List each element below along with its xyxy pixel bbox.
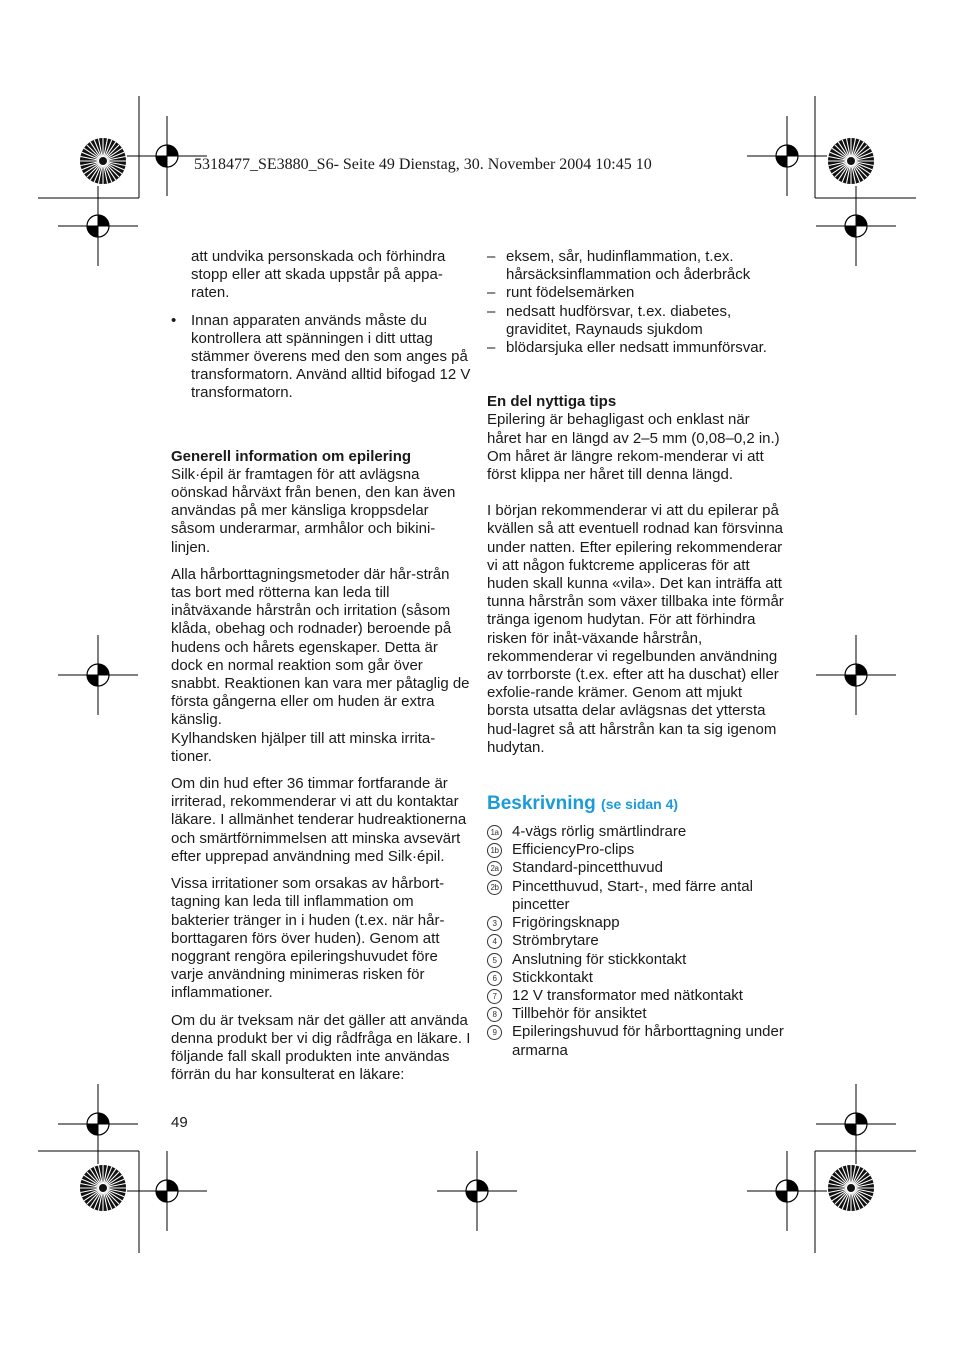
paragraph: Om du är tveksam när det gäller att använda denna produkt ber vi dig rådfråga en läkare. I följande fall skall produkten inte användas förrän du har konsulterat en läkare:	[171, 1011, 471, 1084]
list-item-text: eksem, sår, hudinflammation, t.ex. hårsäcksinflammation och åderbråck	[506, 248, 751, 284]
paragraph: I början rekommenderar vi att du epilerar på kvällen så att eventuell rodnad kan försvinna under natten. Efter epilering rekommenderar vi att någon fuktcreme appliceras för att huden skall kunna «vila». Det kan inträffa att tunna hårstrån som växer tillbaka inte förmår tränga igenom hudytan. För att förhindra risken för inåt-växande hårstrån, rekommenderar vi regelbunden användning av torrborste (t.ex. efter att ha duschat) eller exfolie-rande krämer. Genom att mjukt borsta utsatta delar avlägsnas det yttersta hud-lagret så att hårstrån kan ta sig igenom hudytan.	[487, 502, 784, 756]
part-number-badge: 3	[487, 916, 502, 931]
bullet-item	[171, 312, 471, 403]
part-item	[487, 969, 787, 987]
paragraph: Epilering är behagligast och enklast när håret har en längd av 2–5 mm (0,08–0,2 in.) Om håret är längre rekom-menderar vi att först klippa ner håret till denna längd.	[487, 411, 780, 484]
part-label: EfficiencyPro-clips	[512, 841, 635, 859]
list-item: – eksem, sår, hudinflammation, t.ex. hårsäcksinflammation och åderbråck	[487, 248, 751, 284]
part-number-badge: 1b	[487, 843, 502, 858]
bullet-marker: •	[171, 311, 177, 329]
part-number-badge: 6	[487, 971, 502, 986]
part-number-badge: 9	[487, 1025, 502, 1040]
part-number-badge: 1a	[487, 825, 502, 840]
page-number: 49	[171, 1114, 188, 1131]
part-item	[487, 914, 787, 932]
part-label: 12 V transformator med nätkontakt	[512, 986, 743, 1004]
part-label: Frigöringsknapp	[512, 914, 620, 932]
paragraph: Vissa irritationer som orsakas av hårbort-tagning kan leda till inflammation om bakterier tränger in i huden (t.ex. när hår-borttagaren förs över huden). Genom att noggrant rengöra epileringshuvudet före varje användning minimeras risken för inflammationer.	[171, 875, 445, 1002]
part-item	[487, 823, 787, 841]
part-label: Pincetthuvud, Start-, med färre antal pincetter	[512, 877, 753, 913]
tips-heading: En del nyttiga tips	[487, 393, 617, 411]
part-item	[487, 932, 787, 950]
part-number-badge: 4	[487, 934, 502, 949]
part-label: Stickkontakt	[512, 968, 593, 986]
right-column	[487, 248, 787, 1060]
list-item: – runt födelsemärken	[487, 284, 635, 302]
list-item-text: blödarsjuka eller nedsatt immunförsvar.	[506, 339, 767, 357]
part-item	[487, 859, 787, 877]
paragraph: Silk·épil är framtagen för att avlägsna oönskad hårväxt från benen, den kan även användas på mer känsliga kroppsdelar såsom underarmar, armhålor och bikini-linjen.	[171, 465, 456, 556]
list-item-text: runt födelsemärken	[506, 284, 635, 302]
part-label: Standard-pincetthuvud	[512, 859, 663, 877]
section-title-ref: (se sidan 4)	[601, 796, 679, 813]
part-label: Epileringshuvud för hårborttagning under armarna	[512, 1023, 784, 1059]
part-label: 4-vägs rörlig smärtlindrare	[512, 823, 687, 841]
part-number-badge: 2b	[487, 880, 502, 895]
part-item	[487, 987, 787, 1005]
section-title	[487, 791, 787, 817]
intro-continuation: att undvika personskada och förhindra stopp eller att skada uppstår på appa-raten.	[191, 248, 446, 302]
section-title-text: Beskrivning	[487, 793, 596, 815]
part-item	[487, 1023, 787, 1059]
list-item: – blödarsjuka eller nedsatt immunförsvar.	[487, 339, 767, 357]
print-header: 5318477_SE3880_S6- Seite 49 Dienstag, 30. November 2004 10:45 10	[194, 156, 652, 173]
bullet-text: Innan apparaten används måste du kontrollera att spänningen i ditt uttag stämmer överens med den som anges på transformatorn. Använd alltid bifogad 12 V transformatorn.	[191, 311, 471, 402]
list-item-text: nedsatt hudförsvar, t.ex. diabetes, graviditet, Raynauds sjukdom	[506, 302, 732, 338]
part-item	[487, 951, 787, 969]
list-item: – nedsatt hudförsvar, t.ex. diabetes, graviditet, Raynauds sjukdom	[487, 302, 732, 338]
paragraph: Om din hud efter 36 timmar fortfarande är irriterad, rekommenderar vi att du kontaktar läkare. I allmänhet tenderar hudreaktionerna och smärtförnimmelsen att minska avsevärt efter upprepad användning med Silk·épil.	[171, 775, 467, 865]
parts-list	[487, 823, 787, 1060]
part-label: Anslutning för stickkontakt	[512, 950, 687, 968]
part-number-badge: 7	[487, 989, 502, 1004]
part-label: Tillbehör för ansiktet	[512, 1005, 647, 1023]
part-number-badge: 2a	[487, 861, 502, 876]
part-number-badge: 5	[487, 953, 502, 968]
part-item	[487, 841, 787, 859]
part-item	[487, 1005, 787, 1023]
section-heading: Generell information om epilering	[171, 447, 412, 465]
part-item	[487, 878, 787, 914]
part-number-badge: 8	[487, 1007, 502, 1022]
part-label: Strömbrytare	[512, 932, 599, 950]
left-column	[171, 248, 471, 1093]
paragraph: Alla hårborttagningsmetoder där hår-strån tas bort med rötterna kan leda till inåtväxande hårstrån och irritation (såsom klåda, obehag och rodnader) beroende på hudens och hårets egenskaper. Detta är dock en normal reaktion som går över snabbt. Reaktionen kan vara mer påtaglig de första gångerna eller om huden är extra känslig. Kylhandsken hjälper till att minska irrita-tioner.	[171, 565, 470, 765]
